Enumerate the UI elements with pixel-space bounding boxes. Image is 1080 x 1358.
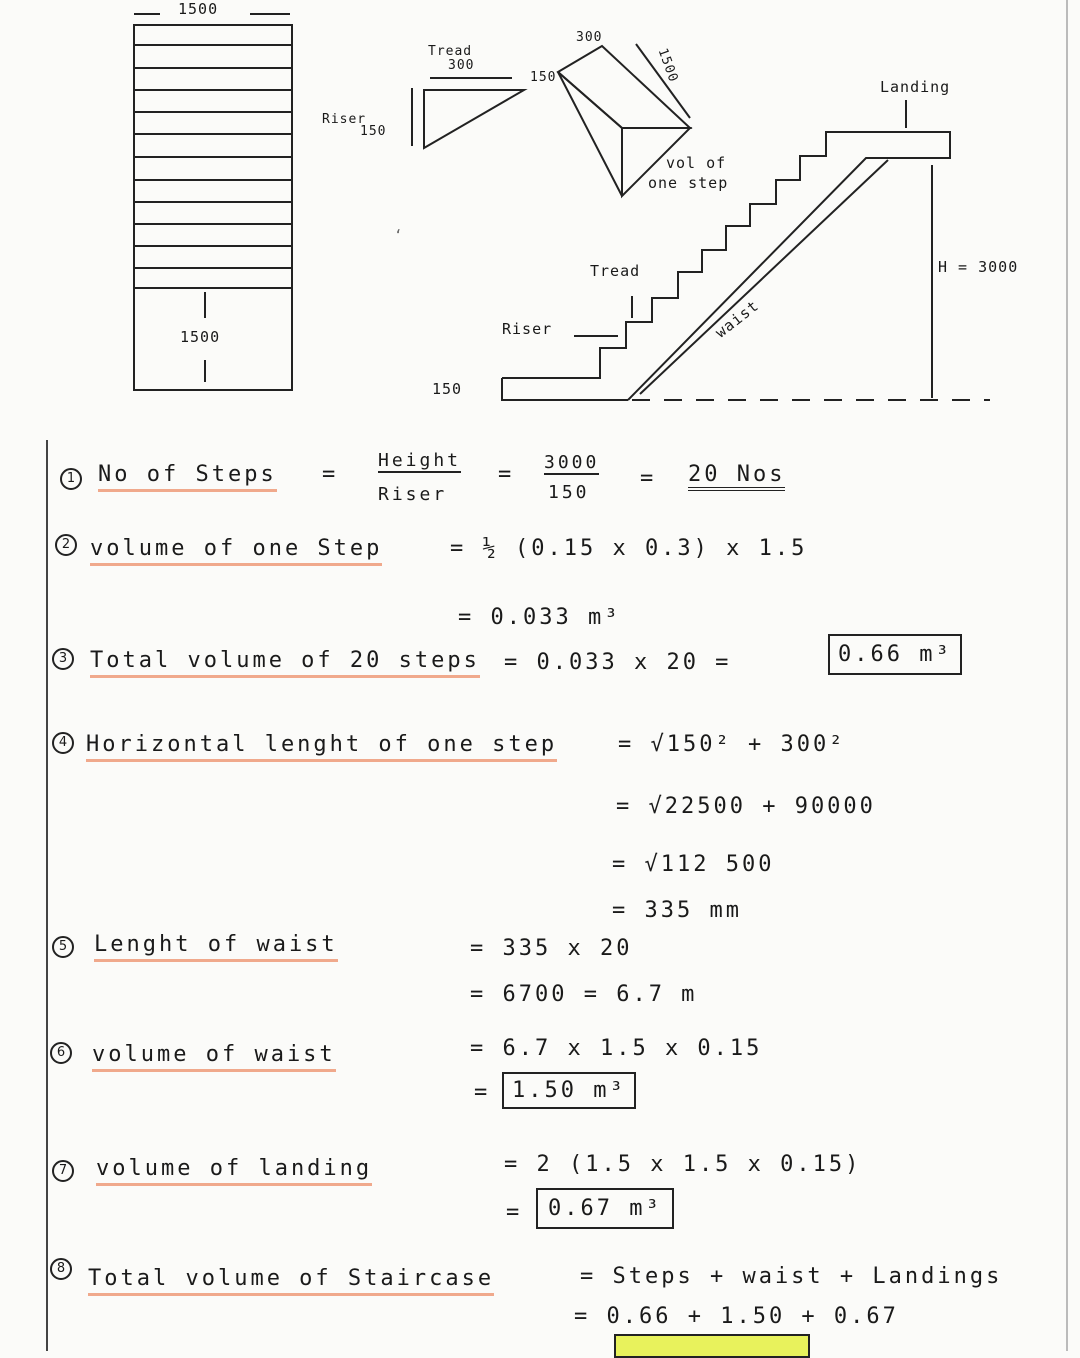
highlighted-result-box	[614, 1334, 810, 1358]
margin-line	[46, 440, 48, 1351]
step-line: = 0.66 + 1.50 + 0.67	[574, 1304, 899, 1329]
step-line: = Steps + waist + Landings	[580, 1264, 1003, 1289]
step-number: 8	[50, 1258, 72, 1280]
step-line: = √112 500	[612, 852, 775, 877]
step-label: volume of landing	[96, 1156, 372, 1186]
fraction-numerator: 3000	[544, 452, 600, 473]
step-line: = 0.033 m³	[458, 605, 621, 630]
riser-label: Riser	[322, 112, 367, 127]
step-line: = 335 mm	[612, 898, 742, 923]
fraction-denominator: 150	[548, 482, 590, 503]
stair-riser-label: Riser	[502, 320, 553, 338]
step-line: = √22500 + 90000	[616, 794, 876, 819]
step-number: 6	[50, 1042, 72, 1064]
step-label: volume of one Step	[90, 536, 382, 566]
step-number: 7	[52, 1160, 74, 1182]
boxed-result: 1.50 m³	[502, 1072, 636, 1109]
steps-result: 20 Nos	[688, 462, 785, 491]
vol-label-2: one step	[648, 174, 729, 192]
fraction-numerator: Height	[378, 450, 462, 471]
waist-label: waist	[711, 296, 763, 342]
boxed-result: 0.67 m³	[536, 1188, 674, 1229]
step-line: = 6700 = 6.7 m	[470, 982, 698, 1007]
step-label: Total volume of 20 steps	[90, 648, 480, 678]
step-line: = ½ (0.15 x 0.3) x 1.5	[450, 536, 808, 561]
plan-landing-label: 1500	[180, 328, 221, 346]
step-number: 2	[55, 534, 77, 556]
svg-text:‘: ‘	[394, 228, 403, 244]
step-label: volume of waist	[92, 1042, 336, 1072]
staircase-diagram	[0, 0, 1080, 440]
step-number: 4	[52, 732, 74, 754]
tread-value: 300	[448, 58, 475, 73]
block-side-label: 150	[530, 70, 557, 85]
tread-label: Tread	[428, 44, 473, 59]
step-triangle	[412, 78, 524, 148]
step-line: = 2 (1.5 x 1.5 x 0.15)	[504, 1152, 862, 1177]
step-number: 1	[60, 468, 82, 490]
fraction-denominator: Riser	[378, 484, 448, 505]
base-riser-label: 150	[432, 380, 463, 398]
stair-section	[502, 100, 990, 400]
block-length-label: 1500	[654, 46, 681, 85]
landing-label: Landing	[880, 78, 951, 96]
step-line: = 6.7 x 1.5 x 0.15	[470, 1036, 763, 1061]
step-label: No of Steps	[98, 462, 277, 492]
vol-label-1: vol of	[666, 154, 727, 172]
step-label: Horizontal lenght of one step	[86, 732, 557, 762]
step-number: 5	[52, 936, 74, 958]
height-label: H = 3000	[938, 258, 1019, 276]
stair-tread-label: Tread	[590, 262, 641, 280]
boxed-result: 0.66 m³	[828, 634, 962, 675]
notebook-page: ‘ 1500 1500 Tread 300 Riser 150 300 150 1500 vol of one step Landing H = 3000 Tread Riser waist 150 1 No of Steps = Height Riser = 3000 150 = 20 Nos 2 volume of one Step = ½ (0.15 x 0.3) x 1.5 = 0.033 m³ 3 Total volume of 20 steps = 0.033 x 20 = 0.66 m³ 4 Horizontal lenght of one step = √150² + 300² = √22500 + 90000 = √112 500 = 335 mm 5 Lenght of waist = 335 x 20 = 6700 = 6.7 m 6 volume of waist = 6.7 x 1.5 x 0.15 = 1.50 m³ 7 volume of landing = 2 (1.5 x 1.5 x 0.15) = 0.67 m³ 8 Total volume of Staircase = Steps + waist + Landings = 0.66 + 1.50 + 0.67	[0, 0, 1080, 1351]
riser-value: 150	[360, 124, 387, 139]
plan-width-label: 1500	[178, 0, 219, 18]
block-top-label: 300	[576, 30, 603, 45]
step-label: Lenght of waist	[94, 932, 338, 962]
step-line: = √150² + 300²	[618, 732, 846, 757]
step-number: 3	[52, 648, 74, 670]
step-line: = 335 x 20	[470, 936, 633, 961]
step-line: = 0.033 x 20 =	[504, 650, 732, 675]
step-label: Total volume of Staircase	[88, 1266, 494, 1296]
